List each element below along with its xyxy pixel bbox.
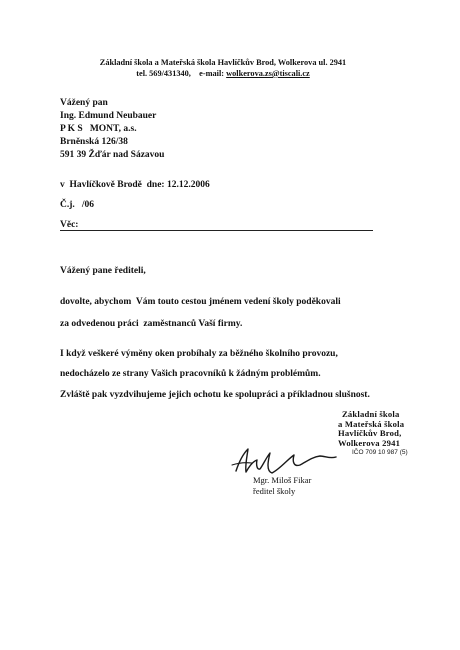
place-date: v Havlíčkově Brodě dne: 12.12.2006 (60, 180, 210, 190)
signatory (253, 475, 311, 496)
paragraph-3-line-1: Zvláště pak vyzdvihujeme jejich ochotu ke spolupráci a příkladnou slušnost. (60, 390, 370, 400)
stamp-ico: IČO 709 10 987 (5) (352, 448, 408, 456)
letterhead-phone: tel. 569/431340, (136, 68, 191, 78)
recipient-street: Brněnská 126/38 (60, 137, 128, 147)
paragraph-1-line-1: dovolte, abychom Vám touto cestou jménem vedení školy poděkovali (60, 297, 341, 307)
recipient-company: P K S MONT, a.s. (60, 124, 137, 134)
school-stamp (338, 410, 408, 457)
paragraph-2-line-1: I když veškeré výměny oken probíhaly za běžného školního provozu, (60, 349, 338, 359)
stamp-line-4: Wolkerova 2941 (338, 437, 401, 448)
letterhead-email-link[interactable]: wolkerova.zs@tiscali.cz (226, 68, 310, 78)
signatory-title: ředitel školy (253, 485, 296, 496)
letterhead-school-name: Základní škola a Mateřská škola Havlíčkův Brod, Wolkerova ul. 2941 (99, 58, 347, 67)
letterhead-contact (68, 69, 378, 80)
subject-line (60, 230, 373, 231)
paragraph-1-line-2: za odvedenou práci zaměstnanců Vaší firmy. (60, 319, 243, 329)
letterhead-email-label: e-mail: (199, 68, 225, 78)
greeting: Vážený pane řediteli, (60, 266, 146, 276)
stamp-line-3: Havlíčkův Brod, (338, 428, 402, 439)
reference-number: Č.j. /06 (60, 200, 95, 210)
paragraph-2-line-2: nedocházelo ze strany Vašich pracovníků k žádným problémům. (60, 369, 321, 379)
recipient-salutation: Vážený pan (60, 98, 108, 108)
recipient-name: Ing. Edmund Neubauer (60, 111, 157, 121)
letterhead (68, 58, 378, 80)
recipient-city: 591 39 Žďár nad Sázavou (60, 150, 165, 160)
handwritten-signature (230, 445, 340, 477)
stamp-line-1: Základní škola (342, 409, 400, 419)
subject-label: Věc: (60, 220, 79, 230)
stamp-line-2: a Mateřská škola (338, 418, 405, 429)
signatory-name: Mgr. Miloš Fikar (253, 475, 312, 485)
